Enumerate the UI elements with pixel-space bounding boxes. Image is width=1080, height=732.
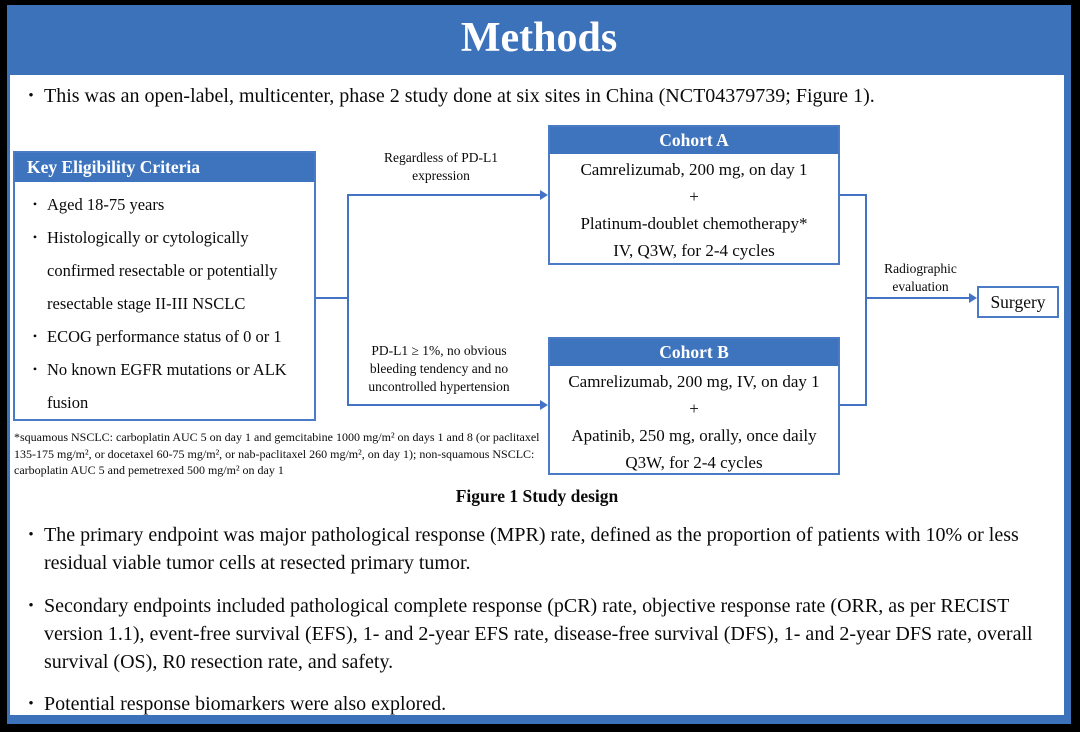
cohort-b-body: Camrelizumab, 200 mg, IV, on day 1 + Apatinib, 250 mg, orally, once daily Q3W, for 2-4 cycles <box>568 372 820 472</box>
connector-cohort-b-stub <box>840 404 867 406</box>
page-title: Methods <box>460 15 618 61</box>
connector-merge-vertical <box>865 194 867 406</box>
bullet-icon <box>18 690 44 718</box>
bullet-study-description <box>18 82 1042 110</box>
figure-caption: Figure 1 Study design <box>455 486 619 506</box>
bullet-primary-endpoint <box>18 521 1042 577</box>
bullet-biomarkers <box>18 690 1042 718</box>
slide-content <box>10 75 1064 715</box>
connector-cohort-a-stub <box>840 194 867 196</box>
eligibility-item: • ECOG performance status of 0 or 1 <box>23 320 308 353</box>
eligibility-item: • Aged 18-75 years <box>23 188 308 221</box>
key-eligibility-box <box>13 151 316 421</box>
connector-eligibility-stub <box>316 297 349 299</box>
bullet-icon <box>18 521 44 577</box>
connector-arrow-cohort-a <box>347 194 540 196</box>
bullet-icon <box>23 320 47 353</box>
figure-footnote: *squamous NSCLC: carboplatin AUC 5 on day 1 and gemcitabine 1000 mg/m² on days 1 and 8 (or paclitaxel 135-175 mg/m², or docetaxel 60-75 mg/m², or nab-paclitaxel 260 mg/m², on day 1); non-squamous NSCLC: carboplatin AUC 5 and pemetrexed 500 mg/m² on day 1 <box>14 430 540 477</box>
bullet-text: Potential response biomarkers were also explored. <box>44 693 447 715</box>
arrowhead-cohort-a <box>540 190 548 200</box>
key-eligibility-header: Key Eligibility Criteria <box>15 153 314 182</box>
bullet-secondary-endpoints <box>18 592 1042 676</box>
bullet-icon <box>18 82 44 110</box>
eligibility-item: • Histologically or cytologically confirmed resectable or potentially resectable stage II-III NSCLC <box>23 221 308 320</box>
evaluation-label: Radiographic evaluation <box>884 261 957 294</box>
bullet-text: This was an open-label, multicenter, phase 2 study done at six sites in China (NCT04379739; Figure 1). <box>44 85 875 107</box>
cohort-a-header: Cohort A <box>550 127 838 154</box>
eligibility-item: • No known EGFR mutations or ALK fusion <box>23 353 308 419</box>
branch-label-bottom: PD-L1 ≥ 1%, no obvious bleeding tendency and no uncontrolled hypertension <box>368 343 510 394</box>
title-bar <box>7 5 1071 75</box>
bullet-icon <box>23 353 47 419</box>
cohort-a-box <box>548 125 840 265</box>
cohort-a-body: Camrelizumab, 200 mg, on day 1 + Platinum-doublet chemotherapy* IV, Q3W, for 2-4 cycles <box>580 160 808 260</box>
bullet-icon <box>23 188 47 221</box>
bullet-icon <box>23 221 47 320</box>
bullet-icon <box>18 592 44 676</box>
connector-arrow-cohort-b <box>347 404 540 406</box>
key-eligibility-list <box>15 182 314 419</box>
cohort-b-box <box>548 337 840 475</box>
connector-arrow-surgery <box>865 297 969 299</box>
bullet-text: Secondary endpoints included pathological complete response (pCR) rate, objective response rate (ORR, as per RECIST version 1.1), event-free survival (EFS), 1- and 2-year EFS rate, disease-free survival (DFS), 1- and 2-year DFS rate, overall survival (OS), R0 resection rate, and safety. <box>44 595 1033 673</box>
surgery-box: Surgery <box>977 286 1059 318</box>
cohort-b-header: Cohort B <box>550 339 838 366</box>
bullet-text: The primary endpoint was major pathological response (MPR) rate, defined as the proportion of patients with 10% or less residual viable tumor cells at resected primary tumor. <box>44 524 1019 574</box>
slide <box>7 5 1071 724</box>
arrowhead-cohort-b <box>540 400 548 410</box>
branch-label-top: Regardless of PD-L1 expression <box>384 150 498 183</box>
